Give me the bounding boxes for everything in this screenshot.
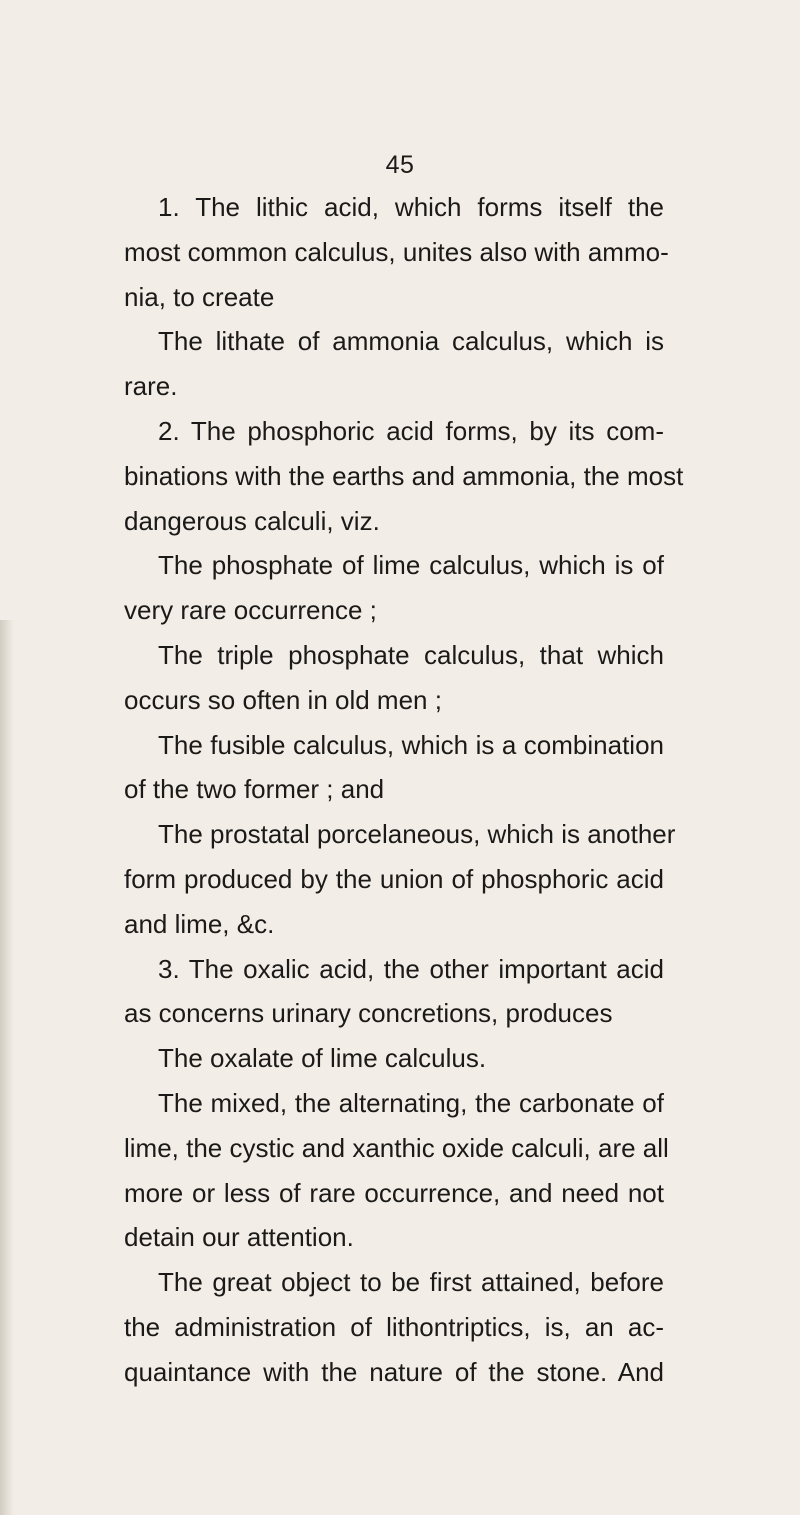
text-line: occurs so often in old men ; (124, 684, 442, 715)
text-line: 3. The oxalic acid, the other important acid (158, 953, 664, 984)
text-line: form produced by the union of phosphoric acid (124, 863, 664, 894)
text-line: 1. The lithic acid, which forms itself the (158, 192, 664, 222)
text-line: The lithate of ammonia calculus, which is (158, 326, 664, 357)
text-line: The mixed, the alternating, the carbonate of (158, 1087, 664, 1118)
text-line: The fusible calculus, which is a combination (158, 729, 664, 760)
text-line: the administration of lithontriptics, is, an ac- (124, 1311, 664, 1342)
text-line: binations with the earths and ammonia, the most (124, 460, 684, 491)
text-line: lime, the cystic and xanthic oxide calculi, are all (124, 1132, 669, 1163)
text-line: of the two former ; and (124, 774, 385, 805)
text-line: nia, to create (124, 281, 275, 312)
text-line: more or less of rare occurrence, and need not (124, 1177, 664, 1208)
text-line: The prostatal porcelaneous, which is another (158, 819, 676, 850)
binding-shadow (0, 620, 14, 1515)
text-line: most common calculus, unites also with ammo- (124, 236, 669, 267)
text-line: quaintance with the nature of the stone. And (124, 1356, 664, 1387)
text-line: 2. The phosphoric acid forms, by its com- (158, 415, 664, 446)
text-line: as concerns urinary concretions, produces (124, 998, 613, 1029)
text-line: detain our attention. (124, 1222, 354, 1253)
text-line: The great object to be first attained, before (158, 1267, 664, 1298)
text-line: rare. (124, 371, 178, 402)
page-number: 45 (385, 151, 415, 179)
text-line: The phosphate of lime calculus, which is of (158, 550, 664, 581)
body-text (124, 185, 684, 1395)
text-line: The oxalate of lime calculus. (158, 1043, 487, 1074)
text-line: very rare occurrence ; (124, 595, 377, 626)
text-line: dangerous calculi, viz. (124, 505, 380, 536)
text-line: and lime, &c. (124, 908, 275, 939)
text-line: The triple phosphate calculus, that which (158, 639, 664, 670)
